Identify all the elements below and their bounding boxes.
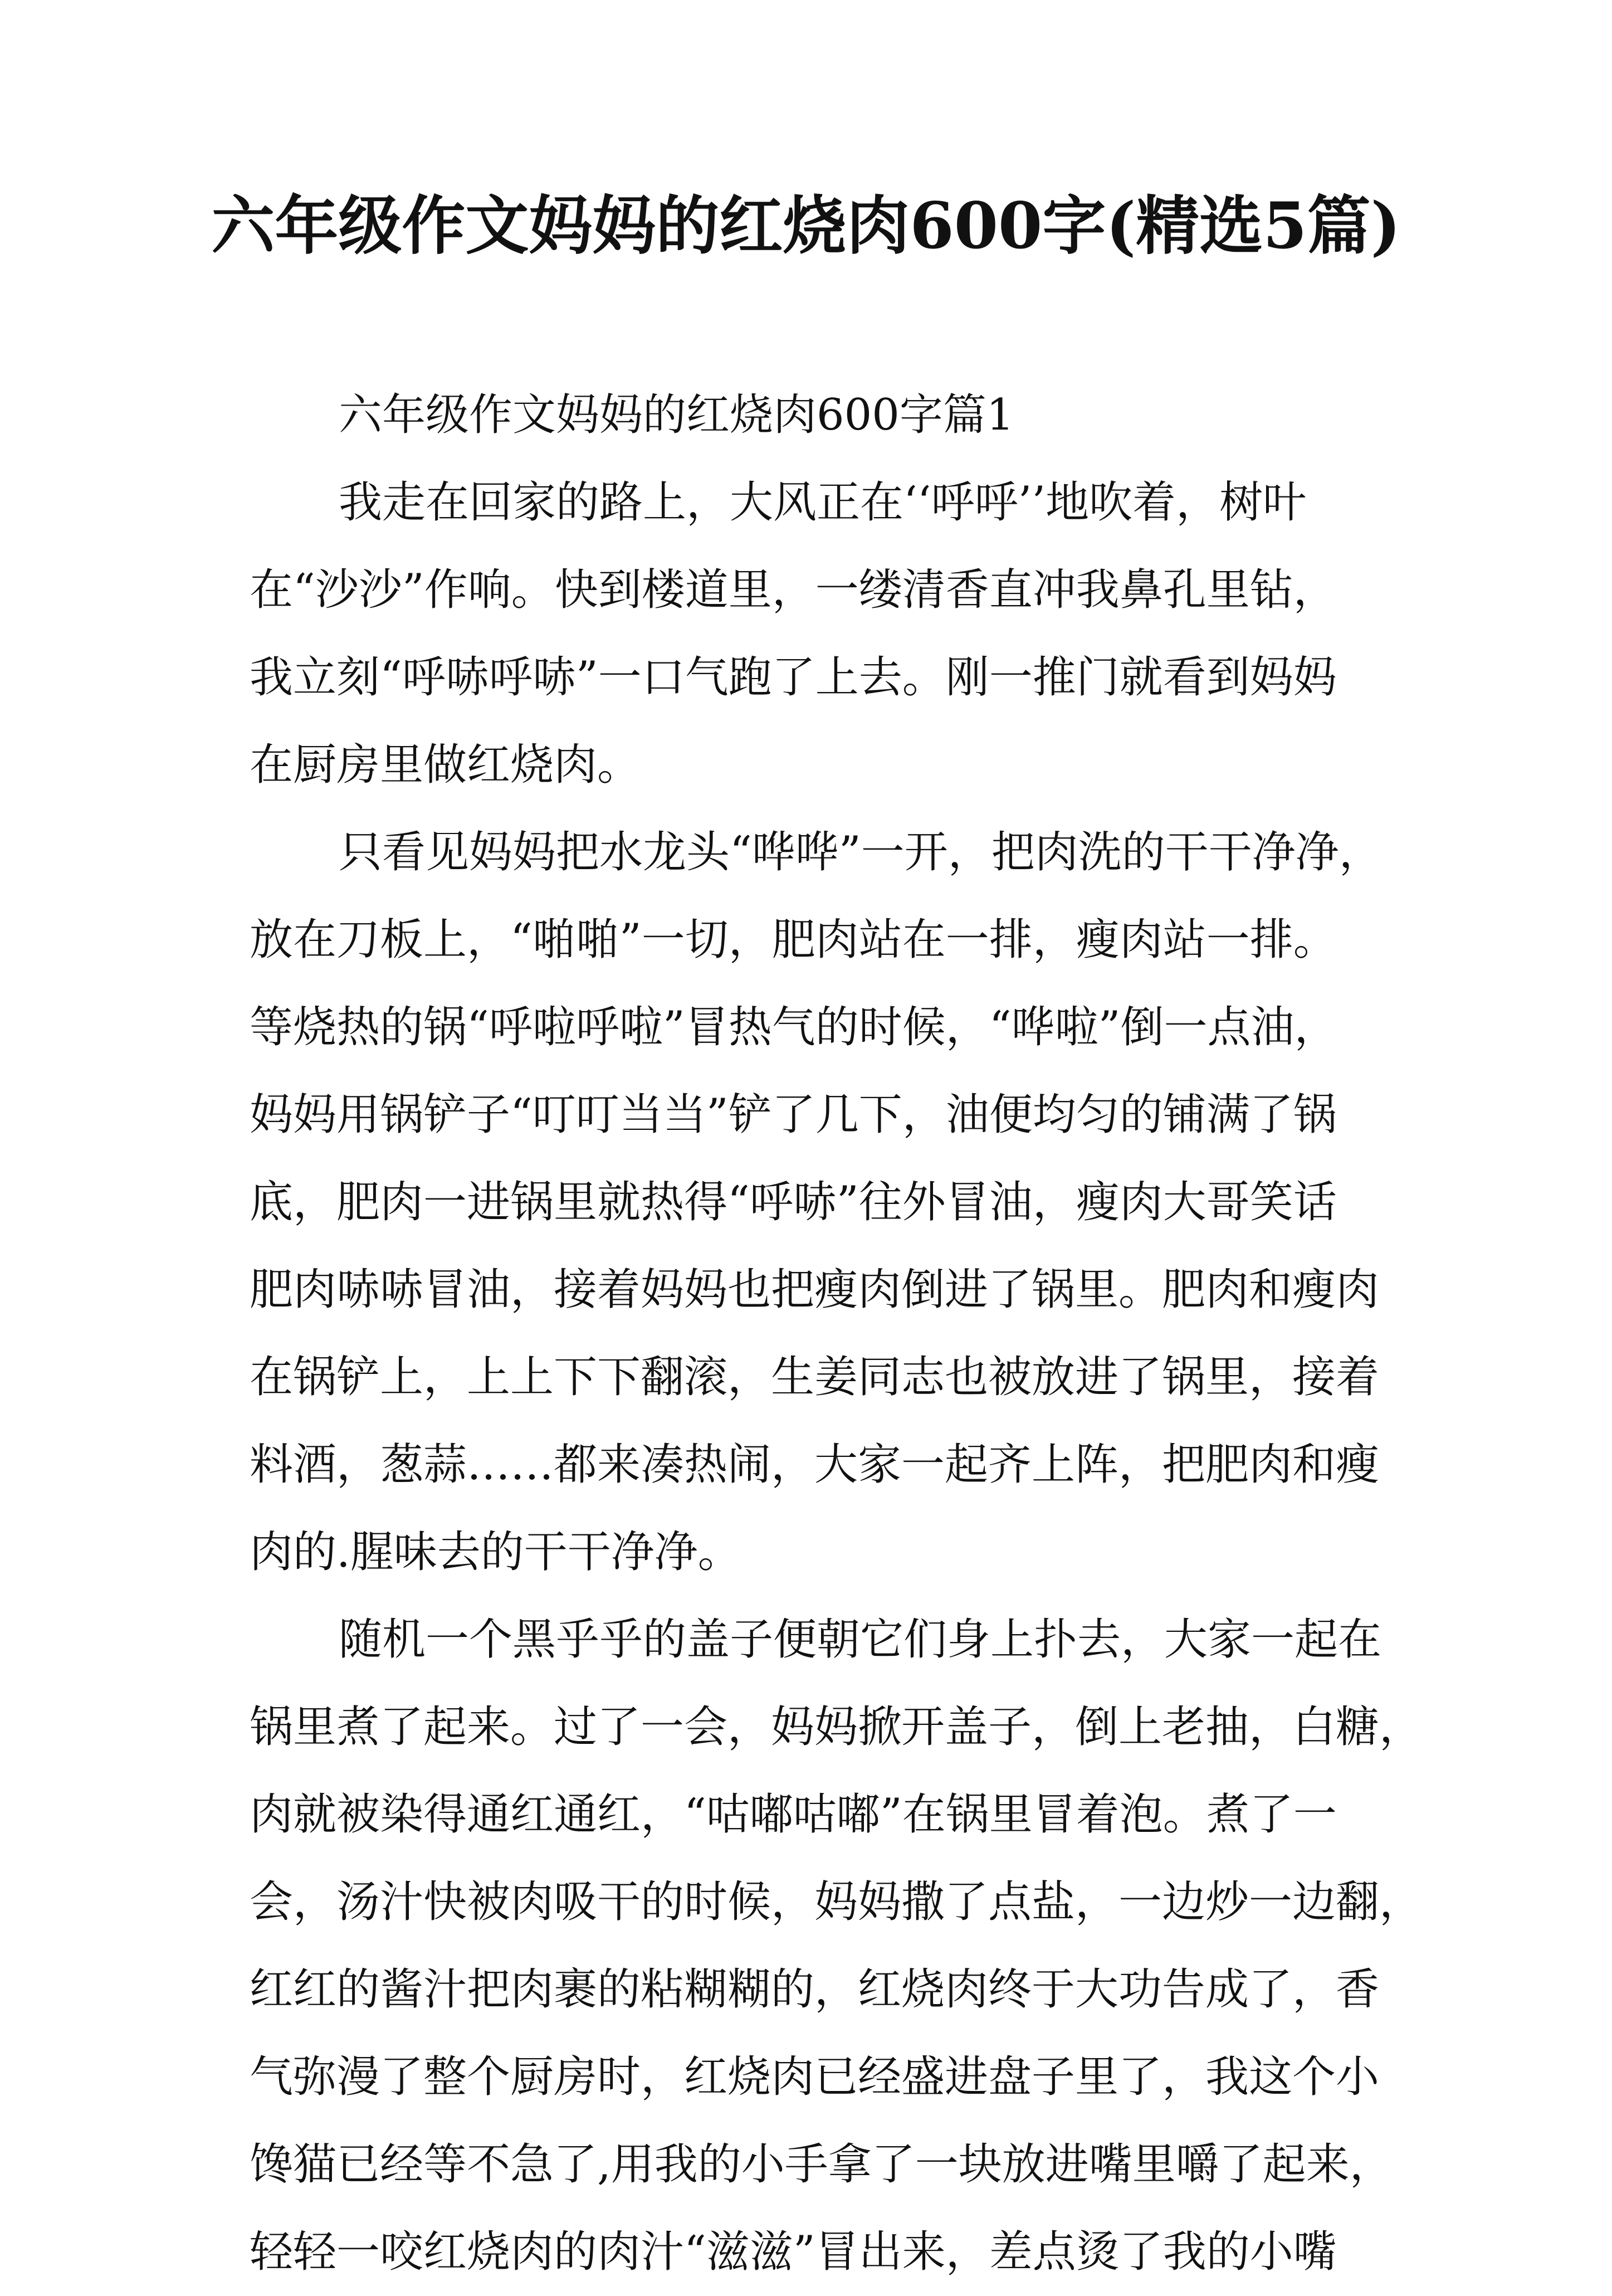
text-line: 馋猫已经等不急了,用我的小手拿了一块放进嘴里嚼了起来， bbox=[250, 2139, 1393, 2190]
text-line: 我走在回家的路上，大风正在‘‘呼呼’’地吹着，树叶 bbox=[339, 477, 1307, 528]
text-line: 气弥漫了整个厨房时，红烧肉已经盛进盘子里了，我这个小 bbox=[250, 2052, 1380, 2102]
text-line: 在锅铲上，上上下下翻滚，生姜同志也被放进了锅里，接着 bbox=[250, 1352, 1380, 1402]
document-body bbox=[250, 372, 1423, 2296]
text-line: 肥肉哧哧冒油，接着妈妈也把瘦肉倒进了锅里。肥肉和瘦肉 bbox=[250, 1265, 1380, 1315]
text-line: 肉的.腥味去的干干净净。 bbox=[250, 1527, 741, 1577]
page-title: 六年级作文妈妈的红烧肉600字(精选5篇) bbox=[211, 188, 1401, 263]
text-line: 会，汤汁快被肉吸干的时候，妈妈撒了点盐，一边炒一边翻， bbox=[250, 1877, 1423, 1927]
text-line: 放在刀板上，“啪啪”一切，肥肉站在一排，瘦肉站一排。 bbox=[250, 915, 1337, 965]
text-line: 等烧热的锅“呼啦呼啦”冒热气的时候，“哗啦”倒一点油， bbox=[250, 1002, 1338, 1052]
text-line: 锅里煮了起来。过了一会，妈妈掀开盖子，倒上老抽，白糖， bbox=[250, 1702, 1423, 1752]
text-line: 肉就被染得通红通红，“咕嘟咕嘟”在锅里冒着泡。煮了一 bbox=[250, 1790, 1337, 1840]
text-line: 料酒，葱蒜……都来凑热闹，大家一起齐上阵，把肥肉和瘦 bbox=[250, 1440, 1380, 1490]
section-heading: 六年级作文妈妈的红烧肉600字篇1 bbox=[339, 390, 1014, 440]
text-line: 轻轻一咬红烧肉的肉汁“滋滋”冒出来，差点烫了我的小嘴 bbox=[250, 2227, 1337, 2277]
text-line: 随机一个黑乎乎的盖子便朝它们身上扑去，大家一起在 bbox=[339, 1615, 1382, 1665]
text-line: 底，肥肉一进锅里就热得“呼哧”往外冒油，瘦肉大哥笑话 bbox=[250, 1177, 1337, 1227]
text-line: 只看见妈妈把水龙头“哗哗”一开，把肉洗的干干净净， bbox=[339, 827, 1383, 878]
text-line: 红红的酱汁把肉裹的粘糊糊的，红烧肉终于大功告成了，香 bbox=[250, 1964, 1380, 2015]
text-line: 在“沙沙”作响。快到楼道里，一缕清香直冲我鼻孔里钻， bbox=[250, 565, 1337, 615]
text-line: 我立刻“呼哧呼哧”一口气跑了上去。刚一推门就看到妈妈 bbox=[250, 652, 1337, 703]
text-line: 妈妈用锅铲子“叮叮当当”铲了几下，油便均匀的铺满了锅 bbox=[250, 1090, 1337, 1140]
text-line: 在厨房里做红烧肉。 bbox=[250, 740, 641, 790]
